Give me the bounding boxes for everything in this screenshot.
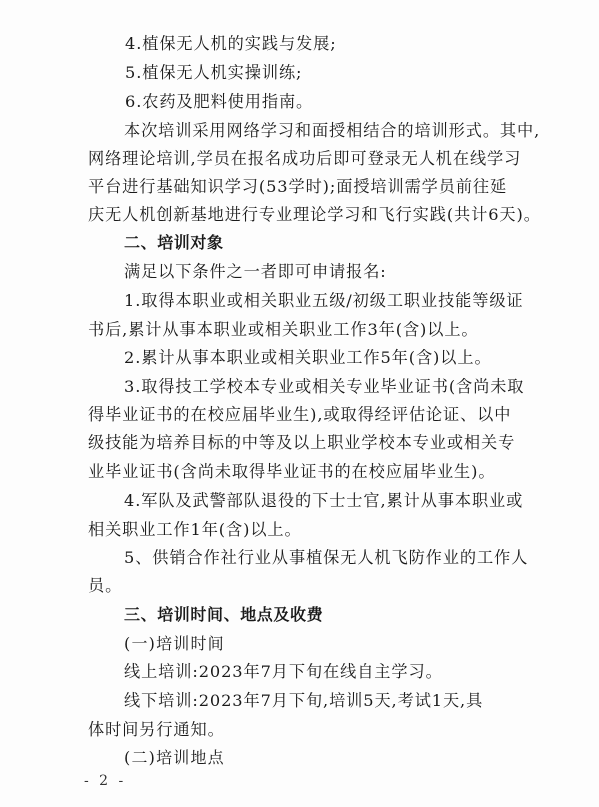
list-item: 5.植保无人机实操训练;	[125, 63, 303, 82]
list-item: 1.取得本职业或相关职业五级/初级工职业技能等级证	[124, 291, 524, 310]
paragraph-line: 本次培训采用网络学习和面授相结合的培训形式。其中,	[124, 121, 541, 140]
list-item: 4.植保无人机的实践与发展;	[125, 34, 337, 53]
paragraph-line: 线上培训:2023年7月下旬在线自主学习。	[124, 662, 443, 681]
section-heading: 三、培训时间、地点及收费	[124, 605, 324, 624]
list-item: 书后,累计从事本职业或相关职业工作3年(含)以上。	[88, 320, 479, 339]
paragraph-line: 平台进行基础知识学习(53学时);面授培训需学员前往延	[88, 177, 508, 196]
list-item: 6.农药及肥料使用指南。	[125, 92, 314, 111]
subsection-heading: (一)培训时间	[124, 634, 225, 653]
list-item: 相关职业工作1年(含)以上。	[88, 520, 302, 539]
paragraph-line: 庆无人机创新基地进行专业理论学习和飞行实践(共计6天)。	[88, 205, 541, 224]
list-item: 3.取得技工学校本专业或相关专业毕业证书(含尚未取	[124, 377, 525, 396]
list-item: 业毕业证书(含尚未取得毕业证书的在校应届毕业生)。	[88, 462, 496, 481]
paragraph-line: 满足以下条件之一者即可申请报名:	[124, 262, 387, 281]
list-item: 得毕业证书的在校应届毕业生),或取得经评估论证、以中	[88, 405, 512, 424]
list-item: 2.累计从事本职业或相关职业工作5年(含)以上。	[124, 348, 492, 367]
page-number: - 2 -	[84, 773, 127, 789]
list-item: 4.军队及武警部队退役的下士士官,累计从事本职业或	[124, 491, 524, 510]
list-item: 级技能为培养目标的中等及以上职业学校本专业或相关专	[88, 433, 516, 452]
paragraph-line: 线下培训:2023年7月下旬,培训5天,考试1天,具	[124, 691, 484, 710]
list-item: 员。	[88, 576, 123, 595]
paragraph-line: 网络理论培训,学员在报名成功后即可登录无人机在线学习	[88, 149, 522, 168]
section-heading: 二、培训对象	[124, 233, 224, 252]
list-item: 5、供销合作社行业从事植保无人机飞防作业的工作人	[124, 548, 529, 567]
paragraph-line: 体时间另行通知。	[88, 720, 225, 739]
subsection-heading: (二)培训地点	[124, 748, 225, 767]
